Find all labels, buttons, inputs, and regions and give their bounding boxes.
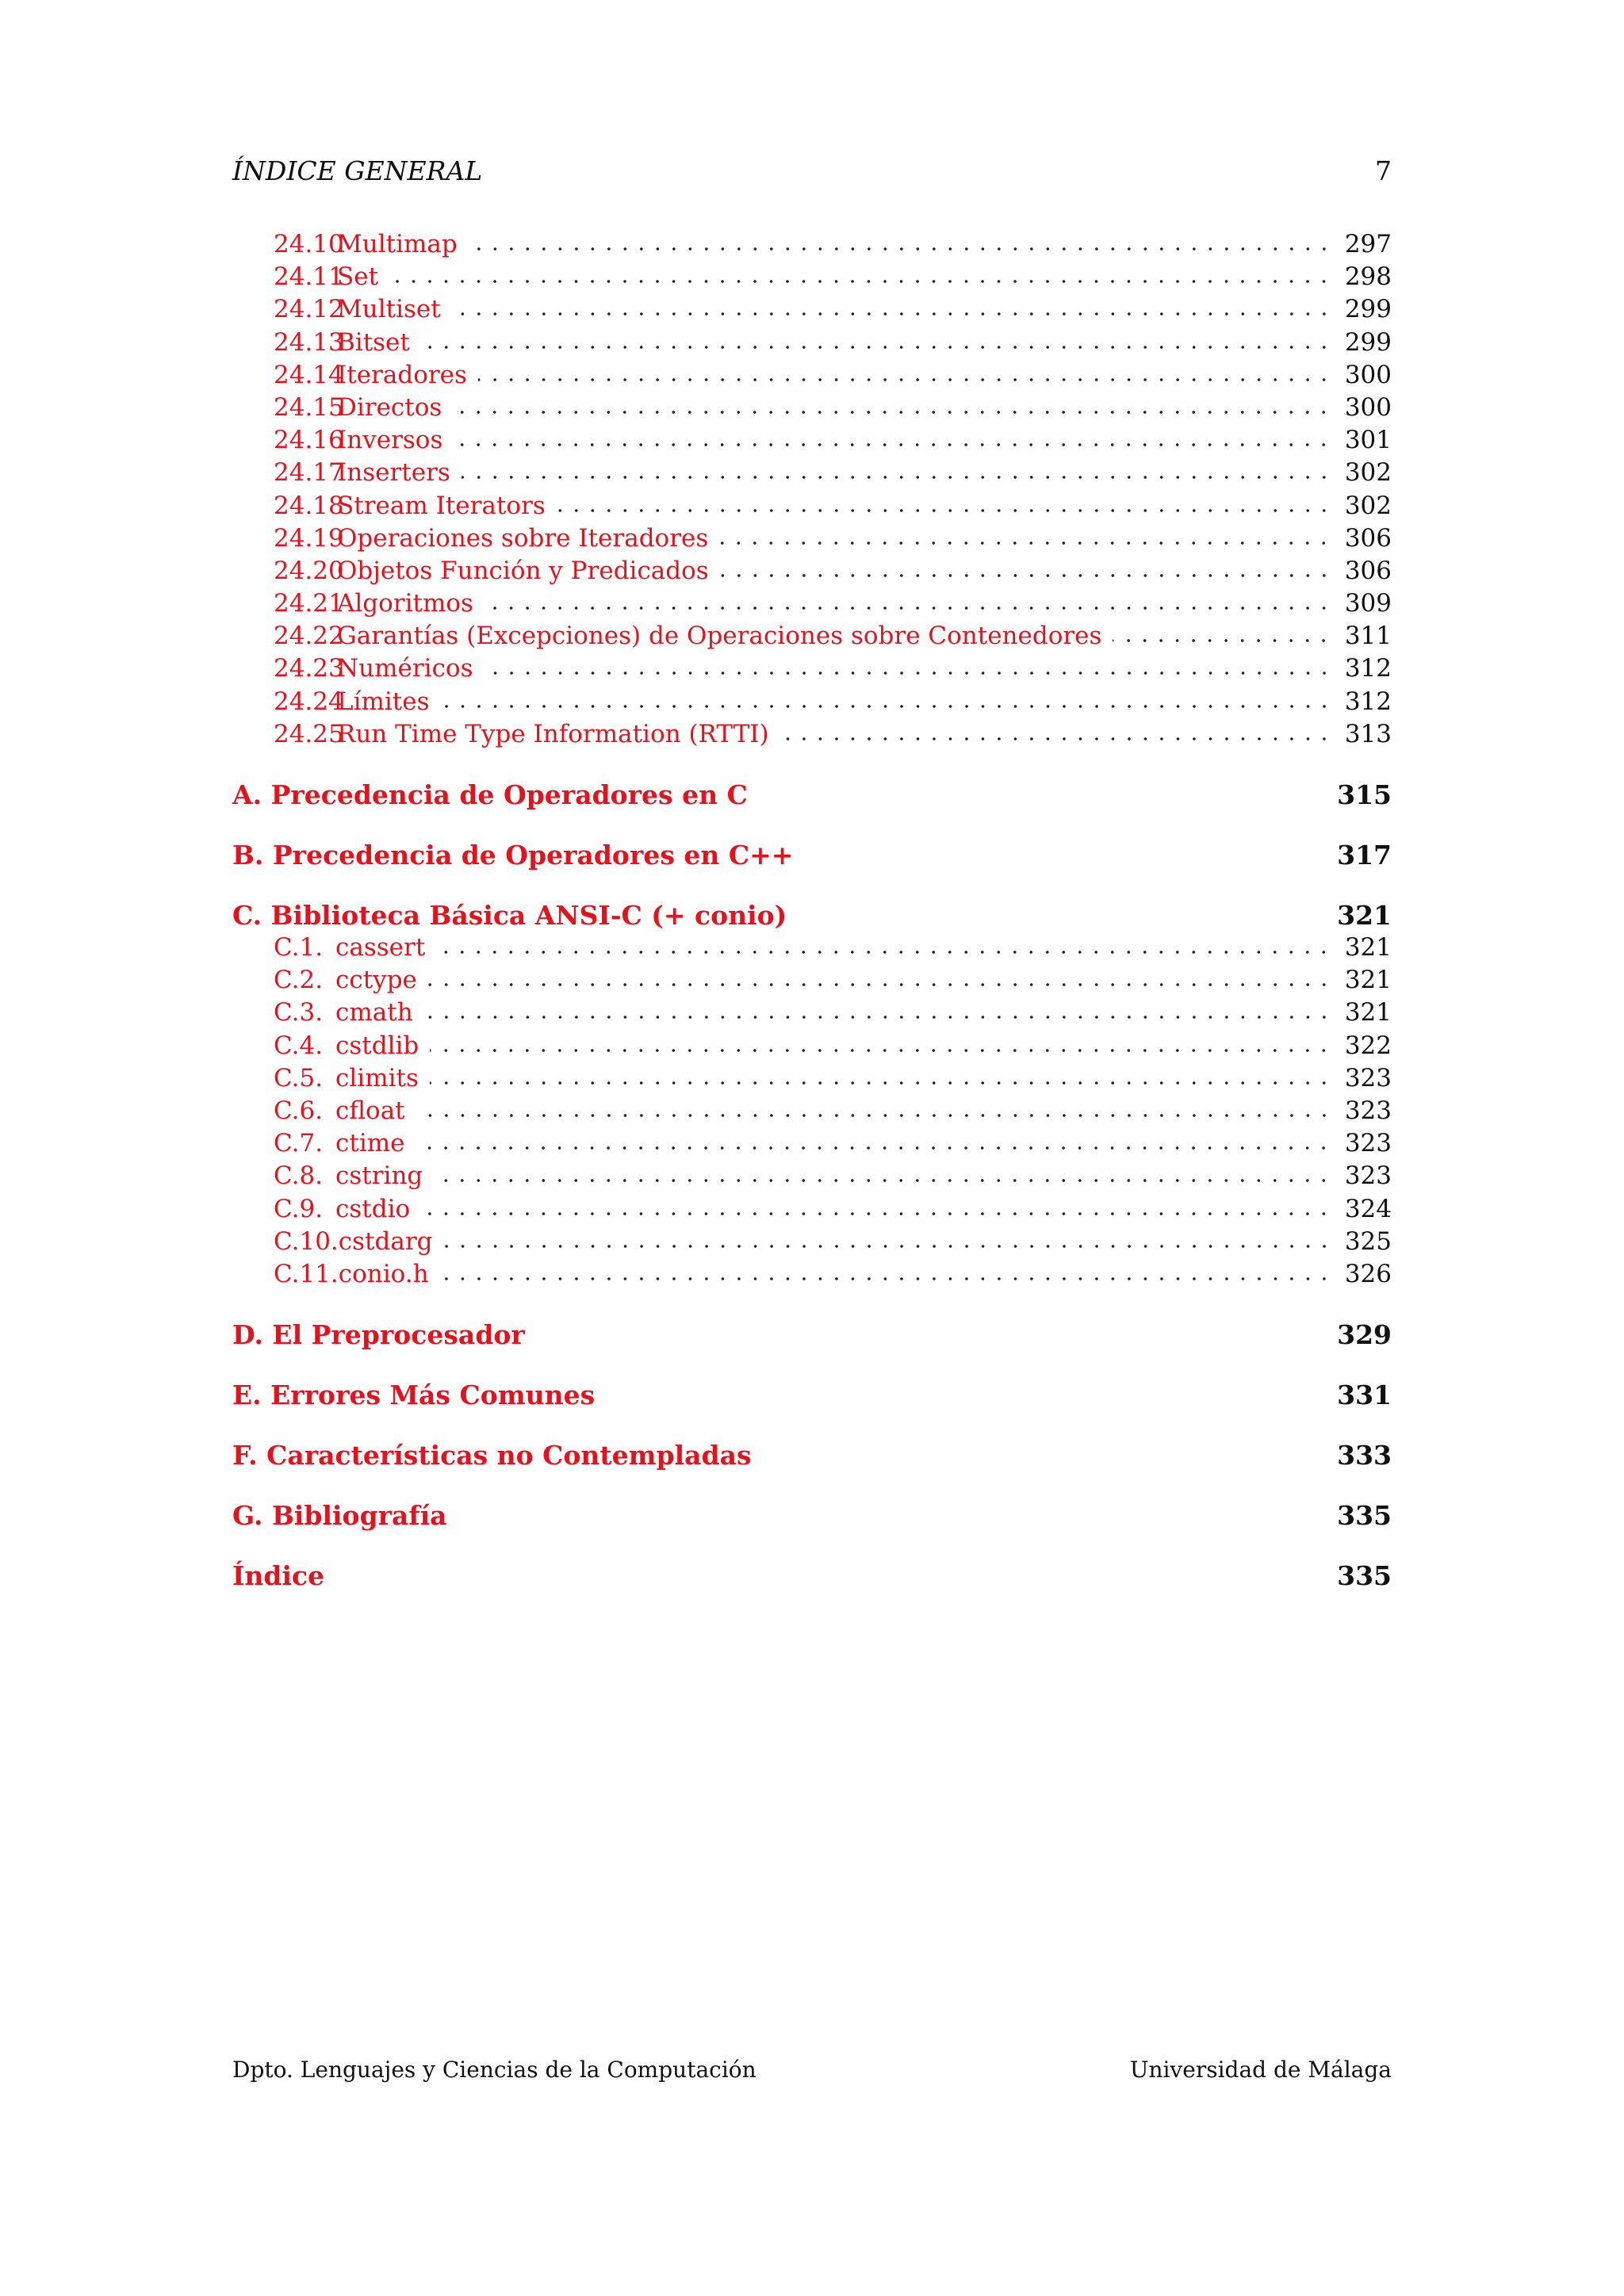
toc-entry[interactable]	[232, 492, 1392, 524]
toc-entry-label[interactable]: 24.23Numéricos	[274, 654, 473, 683]
toc-entry[interactable]	[232, 295, 1392, 327]
dot-leader	[462, 476, 1332, 479]
dot-leader	[428, 983, 1332, 986]
toc-entry-label[interactable]: C.8. cstring	[274, 1161, 423, 1191]
toc-entry[interactable]	[232, 1064, 1392, 1096]
dot-leader	[720, 574, 1332, 577]
toc-page-number: 309	[1344, 589, 1392, 618]
toc-appendix-a[interactable]	[232, 779, 1392, 813]
dot-leader	[389, 280, 1332, 283]
dot-leader	[421, 1212, 1332, 1215]
toc-entry[interactable]	[232, 1161, 1392, 1194]
toc-entry-label[interactable]: 24.24Límites	[274, 687, 430, 716]
dot-leader	[453, 411, 1332, 414]
toc-entry[interactable]	[232, 654, 1392, 687]
toc-page-number: 306	[1344, 556, 1392, 585]
toc-entry[interactable]	[232, 998, 1392, 1031]
toc-entry[interactable]	[232, 557, 1392, 589]
toc-entry-label[interactable]: C.7. ctime	[274, 1129, 405, 1158]
running-head-page-number: 7	[1375, 155, 1392, 186]
toc-entry-label[interactable]: C.3. cmath	[274, 998, 413, 1027]
dot-leader	[454, 443, 1331, 446]
toc-entry[interactable]	[232, 426, 1392, 458]
dot-leader	[430, 1049, 1332, 1052]
toc-page-number: 323	[1344, 1129, 1392, 1158]
dot-leader	[780, 737, 1332, 740]
toc-page-number: 312	[1344, 654, 1392, 683]
toc-page-number: 323	[1344, 1161, 1392, 1191]
dot-leader	[485, 607, 1332, 610]
toc-page-number: 311	[1344, 622, 1392, 651]
toc-entry-label[interactable]: 24.14Iteradores	[274, 360, 467, 389]
toc-page-number: 300	[1344, 392, 1392, 422]
toc-appendix-label[interactable]: G. Bibliografía	[232, 1500, 447, 1532]
toc-entry-label[interactable]: 24.15Directos	[274, 392, 442, 422]
toc-index[interactable]	[232, 1560, 1392, 1594]
footer-university: Universidad de Málaga	[1129, 2057, 1392, 2083]
toc-entry-label[interactable]: 24.18Stream Iterators	[274, 491, 546, 520]
dot-leader	[430, 1081, 1332, 1085]
dot-leader	[416, 1146, 1331, 1150]
toc-page-number: 323	[1344, 1063, 1392, 1093]
toc-entry-label[interactable]: 24.21Algoritmos	[274, 589, 473, 618]
toc-entry-label[interactable]: 24.11Set	[274, 262, 379, 292]
dot-leader	[485, 672, 1332, 675]
toc-appendix-label[interactable]: F. Características no Contempladas	[232, 1440, 752, 1471]
toc-appendix-f[interactable]	[232, 1440, 1392, 1473]
toc-page-number: 297	[1344, 230, 1392, 258]
toc-appendix-label[interactable]: A. Precedencia de Operadores en C	[232, 779, 748, 810]
toc-page-number: 315	[1337, 779, 1392, 810]
toc-appendix-c[interactable]	[232, 900, 1392, 933]
toc-page-number: 333	[1337, 1440, 1392, 1471]
toc-entry[interactable]	[232, 1260, 1392, 1292]
toc-entry-label[interactable]: 24.13Bitset	[274, 327, 410, 357]
toc-appendix-label[interactable]: B. Precedencia de Operadores en C++	[232, 840, 794, 871]
toc-entry-label[interactable]: C.9. cstdio	[274, 1194, 411, 1223]
dot-leader	[436, 951, 1332, 954]
toc-appendix-e[interactable]	[232, 1380, 1392, 1413]
toc-entry-label[interactable]: C.11.conio.h	[274, 1259, 429, 1288]
toc-appendix-g[interactable]	[232, 1500, 1392, 1533]
toc-entry[interactable]	[232, 687, 1392, 720]
toc-entry[interactable]	[232, 361, 1392, 393]
toc-entry[interactable]	[232, 1031, 1392, 1064]
toc-page-number: 329	[1337, 1319, 1392, 1351]
toc-page-number: 300	[1344, 360, 1392, 389]
toc-index-label[interactable]: Índice	[232, 1560, 325, 1592]
running-head-title: ÍNDICE GENERAL	[232, 155, 483, 186]
toc-appendix-label[interactable]: E. Errores Más Comunes	[232, 1380, 596, 1411]
toc-entry[interactable]	[232, 1096, 1392, 1129]
toc-appendix-b[interactable]	[232, 840, 1392, 873]
toc-page-number: 299	[1344, 327, 1392, 357]
toc-entry[interactable]	[232, 328, 1392, 361]
dot-leader	[424, 1016, 1332, 1019]
dot-leader	[478, 378, 1332, 381]
dot-leader	[440, 1277, 1332, 1280]
toc-entry[interactable]	[232, 1129, 1392, 1161]
toc-page-number: 321	[1344, 998, 1392, 1027]
toc-page-number: 335	[1337, 1560, 1392, 1592]
toc-page-number: 323	[1344, 1096, 1392, 1125]
toc-page-number: 298	[1344, 262, 1392, 292]
toc-entry-label[interactable]: 24.25Run Time Type Information (RTTI)	[274, 719, 769, 748]
dot-leader	[434, 1179, 1332, 1182]
toc-entry[interactable]	[232, 524, 1392, 557]
toc-entry[interactable]	[232, 230, 1392, 262]
toc-page-number: 313	[1344, 719, 1392, 748]
toc-entry[interactable]	[232, 720, 1392, 752]
toc-entry-label[interactable]: C.1. cassert	[274, 933, 426, 962]
toc-page-number: 335	[1337, 1500, 1392, 1532]
toc-page-number: 321	[1344, 933, 1392, 962]
toc-entry[interactable]	[232, 393, 1392, 426]
toc-page-number: 317	[1337, 840, 1392, 871]
toc-entry-label[interactable]: 24.10Multimap	[274, 230, 458, 258]
dot-leader	[441, 705, 1332, 708]
toc-page-number: 331	[1337, 1380, 1392, 1411]
toc-entry[interactable]	[232, 1195, 1392, 1227]
toc-entry-label[interactable]: C.4. cstdlib	[274, 1031, 419, 1060]
toc-entry-label[interactable]: C.6. cfloat	[274, 1096, 405, 1125]
dot-leader	[1113, 639, 1331, 642]
running-head	[232, 155, 1392, 195]
table-of-contents	[232, 230, 1392, 1594]
dot-leader	[452, 312, 1332, 316]
toc-entry[interactable]	[232, 458, 1392, 491]
toc-entry-label[interactable]: 24.17Inserters	[274, 458, 450, 488]
toc-entry-label[interactable]: C.10.cstdarg	[274, 1226, 433, 1256]
toc-entry-label[interactable]: 24.20Objetos Función y Predicados	[274, 556, 709, 585]
toc-page-number: 299	[1344, 295, 1392, 324]
toc-page-number: 312	[1344, 687, 1392, 716]
toc-entry-label[interactable]: 24.16Inversos	[274, 426, 443, 455]
toc-page-number: 306	[1344, 523, 1392, 553]
toc-entry-label[interactable]: C.2. cctype	[274, 966, 417, 995]
toc-appendix-d[interactable]	[232, 1319, 1392, 1353]
toc-page-number: 302	[1344, 458, 1392, 488]
toc-page-number: 325	[1344, 1226, 1392, 1256]
toc-page-number: 322	[1344, 1031, 1392, 1060]
toc-entry[interactable]	[232, 966, 1392, 998]
toc-entry[interactable]	[232, 589, 1392, 622]
toc-entry-label[interactable]: C.5. climits	[274, 1063, 419, 1093]
toc-page-number: 321	[1337, 900, 1392, 931]
toc-entry-label[interactable]: 24.19Operaciones sobre Iteradores	[274, 523, 709, 553]
toc-entry-label[interactable]: 24.22Garantías (Excepciones) de Operaciones sobre Contenedores	[274, 622, 1102, 651]
toc-page-number: 326	[1344, 1259, 1392, 1288]
dot-leader	[719, 541, 1332, 545]
toc-entry-label[interactable]: 24.12Multiset	[274, 295, 441, 324]
dot-leader	[469, 247, 1332, 251]
dot-leader	[444, 1245, 1332, 1248]
footer-department: Dpto. Lenguajes y Ciencias de la Computación	[232, 2057, 756, 2083]
dot-leader	[557, 509, 1332, 512]
toc-page-number: 302	[1344, 491, 1392, 520]
dot-leader	[416, 1114, 1332, 1117]
toc-page-number: 324	[1344, 1194, 1392, 1223]
toc-entry[interactable]	[232, 622, 1392, 654]
dot-leader	[421, 346, 1332, 349]
toc-appendix-label[interactable]: D. El Preprocesador	[232, 1319, 525, 1351]
toc-appendix-label[interactable]: C. Biblioteca Básica ANSI-C (+ conio)	[232, 900, 787, 931]
toc-entry[interactable]	[232, 933, 1392, 966]
toc-page-number: 321	[1344, 966, 1392, 995]
page-footer	[232, 2057, 1392, 2083]
toc-entry[interactable]	[232, 1227, 1392, 1260]
toc-entry[interactable]	[232, 262, 1392, 295]
toc-page-number: 301	[1344, 426, 1392, 455]
